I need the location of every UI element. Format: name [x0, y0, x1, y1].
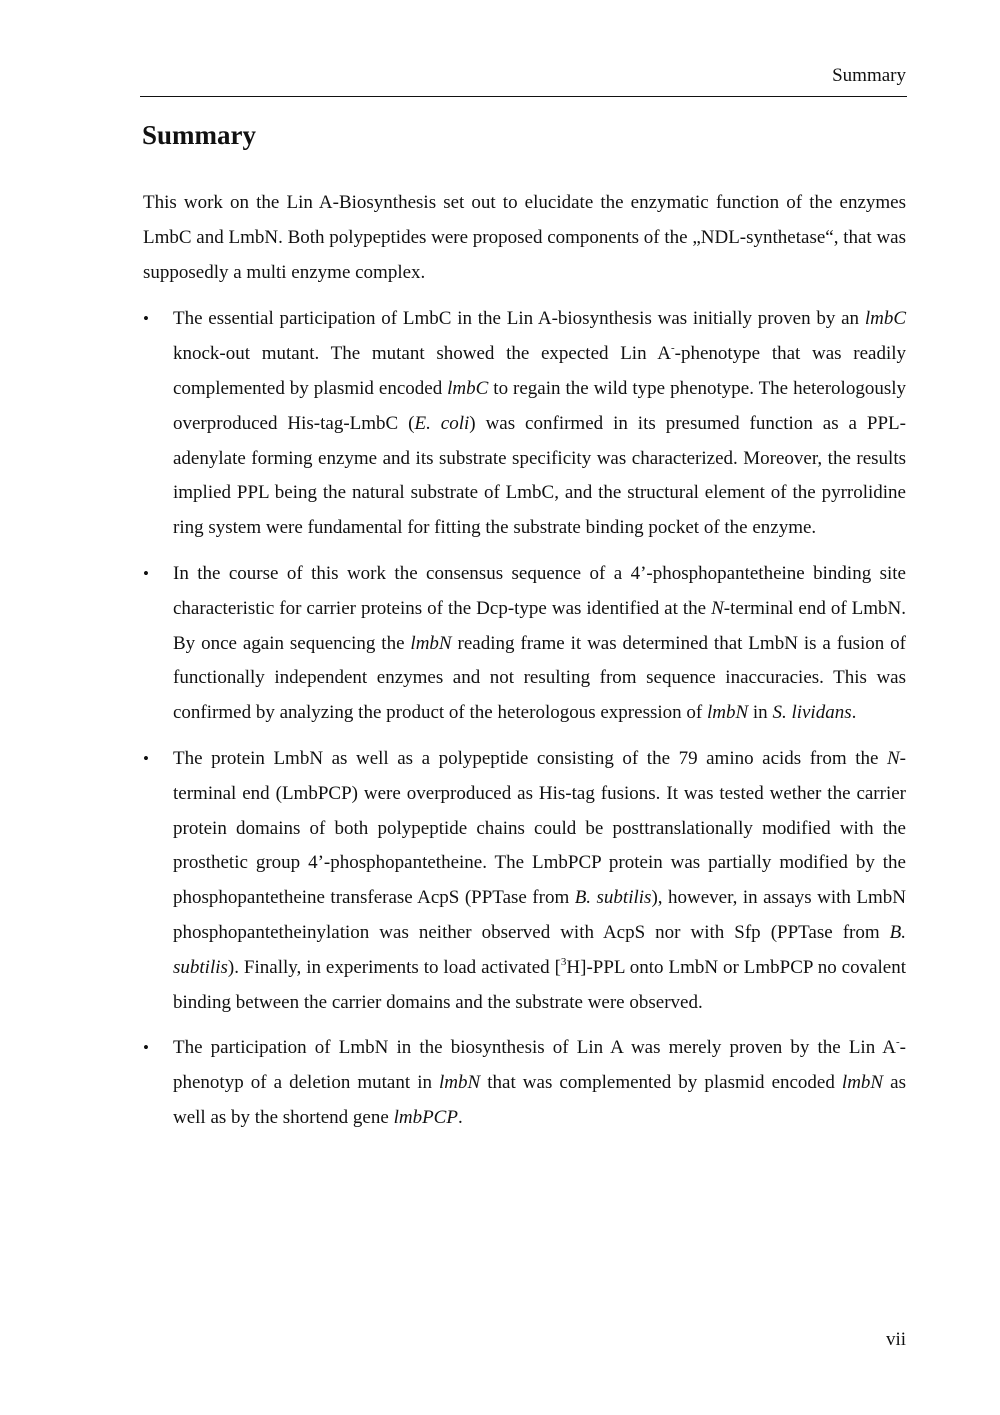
text-run: .	[851, 702, 857, 724]
bullet-icon: •	[143, 309, 149, 329]
italic-term: E. coli	[414, 412, 470, 434]
running-header: Summary	[832, 65, 906, 86]
text-run: to regain the wild type phenotype. The heterologously overproduced His-tag-LmbC (	[173, 377, 906, 434]
text-run: knock-out mutant. The mutant showed the expected Lin A	[173, 343, 671, 365]
bullet-item-lmbc	[143, 302, 906, 546]
text-run: The essential participation of LmbC in the Lin A-biosynthesis was initially proven by an	[173, 308, 865, 330]
bullet-list	[143, 302, 906, 1135]
text-run: This work on the Lin A-Biosynthesis set out to elucidate the enzymatic function of the enzymes LmbC and LmbN. Both polypeptides were proposed components of the „NDL-synthetase“, that was supposedly a multi enzyme complex.	[143, 192, 906, 283]
italic-term: N	[886, 747, 900, 769]
bullet-icon: •	[143, 748, 149, 768]
bullet-item-lmbn-participation	[143, 1031, 906, 1135]
superscript: -	[896, 1036, 900, 1049]
bullet-item-lmbn-sequence	[143, 557, 906, 731]
text-run: .	[457, 1106, 463, 1128]
italic-term: N	[711, 597, 724, 619]
intro-paragraph	[143, 186, 906, 290]
text-run: as well as by the shortend gene	[173, 1072, 906, 1128]
italic-term: B. subtilis	[574, 887, 652, 909]
text-run: ). Finally, in experiments to load activated [	[227, 956, 561, 978]
bullet-text	[173, 1037, 906, 1128]
bullet-text	[173, 308, 906, 538]
bullet-icon: •	[143, 563, 149, 583]
text-run: -phenotyp of a deletion mutant in	[173, 1037, 906, 1094]
text-run: The participation of LmbN in the biosynthesis of Lin A was merely proven by the Lin A	[173, 1037, 896, 1059]
text-run: -terminal end of LmbN. By once again sequencing the	[173, 597, 906, 654]
italic-term: lmbC	[447, 377, 489, 399]
italic-term: lmbN	[410, 632, 452, 654]
text-run: -phenotype that was readily complemented by plasmid encoded	[173, 343, 907, 399]
text-run: that was complemented by plasmid encoded	[480, 1072, 842, 1094]
bullet-icon: •	[143, 1038, 149, 1058]
superscript: -	[670, 342, 675, 355]
text-run: In the course of this work the consensus sequence of a 4’-phosphopantetheine binding site characteristic for carrier proteins of the Dcp-type was identified at the	[173, 562, 906, 619]
bullet-text	[173, 748, 906, 1013]
page-number: vii	[885, 1329, 906, 1350]
text-run: The protein LmbN as well as a polypeptide consisting of the 79 amino acids from the	[173, 747, 887, 769]
text-run: in	[748, 702, 773, 724]
text-run: ) was confirmed in its presumed function as a PPL-adenylate forming enzyme and its substrate specificity was characterized. Moreover, the results implied PPL being the natural substrate of LmbC, and the structural element of the pyrrolidine ring system were fundamental for fitting the substrate binding pocket of the enzyme.	[173, 412, 906, 539]
text-run: H]-PPL onto LmbN or LmbPCP no covalent binding between the carrier domains and the substrate were observed.	[173, 956, 907, 1013]
italic-term: lmbC	[864, 308, 906, 330]
header-rule	[140, 96, 907, 97]
text-run: -terminal end (LmbPCP) were overproduced as His-tag fusions. It was tested wether the carrier protein domains of both polypeptide chains could be posttranslationally modified with the prosthetic group 4’-phosphopantetheine. The LmbPCP protein was partially modified by the phosphopantetheine transferase AcpS (PPTase from	[173, 747, 906, 909]
text-run: reading frame it was determined that LmbN is a fusion of functionally independent enzymes and not resulting from sequence inaccuracies. This was confirmed by analyzing the product of the heterologous expression of	[173, 632, 906, 724]
text-run: ), however, in assays with LmbN phosphopantetheinylation was neither observed with AcpS nor with Sfp (PPTase from	[173, 887, 906, 943]
summary-body	[143, 186, 906, 1147]
italic-term: lmbN	[841, 1072, 884, 1094]
italic-term: lmbN	[706, 702, 749, 724]
bullet-text	[173, 563, 906, 723]
superscript: 3	[560, 955, 567, 968]
italic-term: S. lividans	[772, 702, 852, 724]
italic-term: lmbN	[439, 1072, 481, 1094]
italic-term: B. subtilis	[173, 921, 906, 978]
bullet-item-lmbpcp	[143, 742, 906, 1020]
italic-term: lmbPCP	[393, 1106, 458, 1128]
page-title: Summary	[142, 120, 256, 150]
